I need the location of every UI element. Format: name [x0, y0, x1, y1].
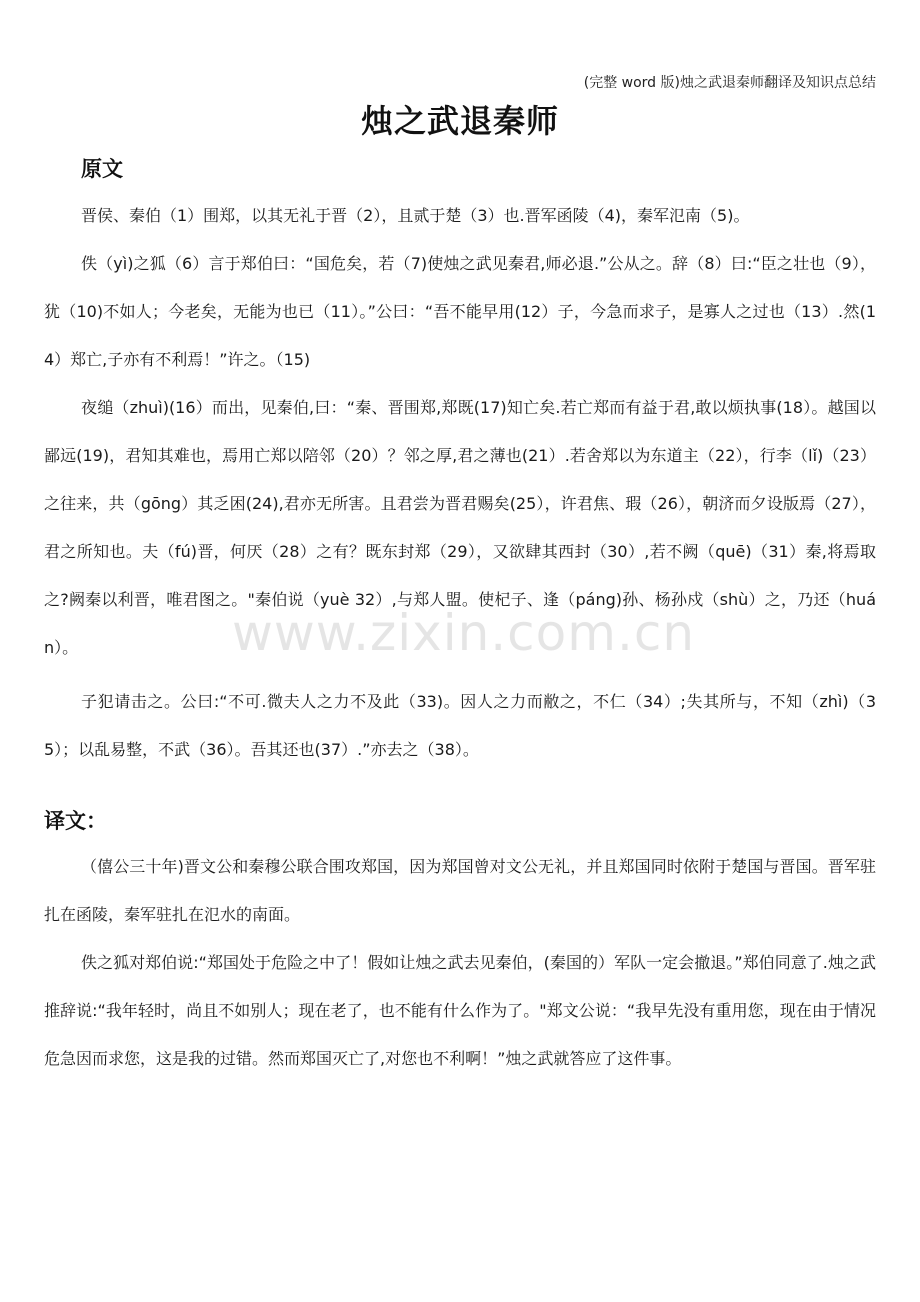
section-heading-translation: 译文：	[44, 809, 107, 833]
header-note: (完整 word 版)烛之武退秦师翻译及知识点总结	[583, 75, 876, 91]
original-paragraph: 晋侯、秦伯（1）围郑，以其无礼于晋（2），且贰于楚（3）也.晋军函陵（4)，秦军氾南（5)。	[81, 206, 750, 225]
translation-paragraph: 佚之狐对郑伯说:“郑国处于危险之中了！假如让烛之武去见秦伯，(秦国的）军队一定会撤退。”郑伯同意了.烛之武推辞说:“我年轻时，尚且不如别人；现在老了，也不能有什么作为了。"郑文公说：“我早先没有重用您，现在由于情况危急因而求您，这是我的过错。然而郑国灭亡了,对您也不利啊！”烛之武就答应了这件事。	[44, 953, 876, 1068]
watermark: www.zixin.com.cn	[232, 604, 696, 662]
original-paragraph: 夜缒（zhuì)(16）而出，见秦伯,曰：“秦、晋围郑,郑既(17)知亡矣.若亡郑而有益于君,敢以烦执事(18）。越国以鄙远(19)，君知其难也，焉用亡郑以陪邻（20）？邻之厚,君之薄也(21）.若舍郑以为东道主（22），行李（lǐ)（23）之往来，共（gōng）其乏困(24),君亦无所害。且君尝为晋君赐矣(25），许君焦、瑕（26），朝济而夕设版焉（27），君之所知也。夫（fú)晋，何厌（28）之有？既东封郑（29），又欲肆其西封（30）,若不阙（quē)（31）秦,将焉取之?阙秦以利晋，唯君图之。"秦伯说（yuè 32）,与郑人盟。使杞子、逢（páng)孙、杨孙戍（shù）之，乃还（huán）。	[44, 398, 876, 657]
section-heading-original: 原文	[81, 157, 123, 181]
original-paragraph: 佚（yì)之狐（6）言于郑伯曰：“国危矣，若（7)使烛之武见秦君,师必退.”公从之。辞（8）曰:“臣之壮也（9），犹（10)不如人；今老矣，无能为也已（11）。”公曰：“吾不能早用(12）子，今急而求子，是寡人之过也（13）.然(14）郑亡,子亦有不利焉！”许之。（15)	[44, 254, 876, 369]
original-paragraph: 子犯请击之。公曰:“不可.微夫人之力不及此（33)。因人之力而敝之，不仁（34）;失其所与，不知（zhì)（35）；以乱易整，不武（36）。吾其还也(37）.”亦去之（38）。	[44, 692, 876, 759]
page-title: 烛之武退秦师	[360, 102, 559, 140]
translation-paragraph: （僖公三十年)晋文公和秦穆公联合围攻郑国，因为郑国曾对文公无礼，并且郑国同时依附于楚国与晋国。晋军驻扎在函陵，秦军驻扎在氾水的南面。	[44, 857, 876, 924]
